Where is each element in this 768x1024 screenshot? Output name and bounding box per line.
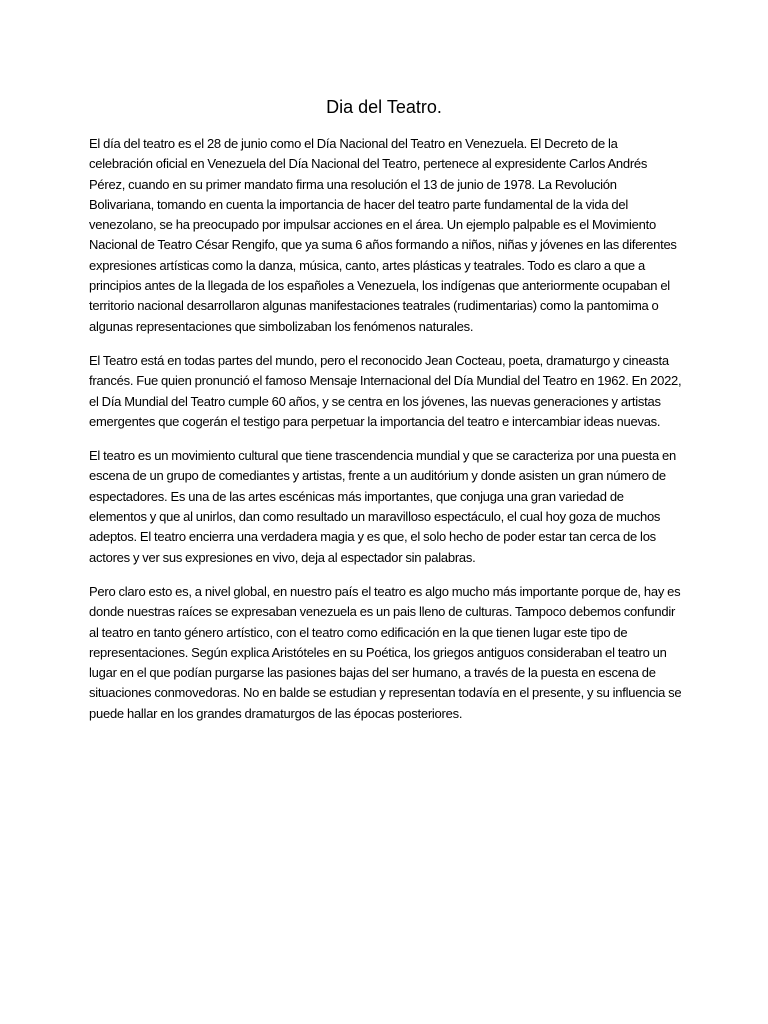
paragraph-4: Pero claro esto es, a nivel global, en nuestro país el teatro es algo mucho más importante porque de, hay es donde nuestras raíces se expresaban venezuela es un pais lleno de culturas. Tampoco debemos confundir al teatro en tanto género artístico, con el teatro como edificación en la que tienen lugar este tipo de representaciones. Según explica Aristóteles en su Poética, los griegos antiguos consideraban el teatro un lugar en el que podían purgarse las pasiones bajas del ser humano, a través de la puesta en escena de situaciones conmovedoras. No en balde se estudian y representan todavía en el presente, y su influencia se puede hallar en los grandes dramaturgos de las épocas posteriores. (89, 583, 682, 721)
paragraph-1: El día del teatro es el 28 de junio como el Día Nacional del Teatro en Venezuela. El Decreto de la celebración oficial en Venezuela del Día Nacional del Teatro, pertenece al expresidente Carlos Andrés Pérez, cuando en su primer mandato firma una resolución el 13 de junio de 1978. La Revolución Bolivariana, tomando en cuenta la importancia de hacer del teatro parte fundamental de la vida del venezolano, se ha preocupado por impulsar acciones en el área. Un ejemplo palpable es el Movimiento Nacional de Teatro César Rengifo, que ya suma 6 años formando a niños, niñas y jóvenes en las diferentes expresiones artísticas como la danza, música, canto, artes plásticas y teatrales. Todo es claro a que a principios antes de la llegada de los españoles a Venezuela, los indígenas que anteriormente ocupaban el territorio nacional desarrollaron algunas manifestaciones teatrales (rudimentarias) como la pantomima o algunas representaciones que simbolizaban los fenómenos naturales. (89, 136, 677, 334)
document-body (89, 134, 684, 738)
paragraph-2: El Teatro está en todas partes del mundo, pero el reconocido Jean Cocteau, poeta, dramaturgo y cineasta francés. Fue quien pronunció el famoso Mensaje Internacional del Día Mundial del Teatro en 1962. En 2022, el Día Mundial del Teatro cumple 60 años, y se centra en los jóvenes, las nuevas generaciones y artistas emergentes que cogerán el testigo para perpetuar la importancia del teatro e intercambiar ideas nuevas. (89, 352, 682, 429)
paragraph-3: El teatro es un movimiento cultural que tiene trascendencia mundial y que se caracteriza por una puesta en escena de un grupo de comediantes y artistas, frente a un auditórium y donde asisten un gran número de espectadores. Es una de las artes escénicas más importantes, que conjuga una gran variedad de elementos y que al unirlos, dan como resultado un maravilloso espectáculo, el cual hoy goza de muchos adeptos. El teatro encierra una verdadera magia y es que, el solo hecho de poder estar tan cerca de los actores y ver sus expresiones en vivo, deja al espectador sin palabras. (89, 448, 676, 565)
document-title: Dia del Teatro. (326, 97, 442, 117)
